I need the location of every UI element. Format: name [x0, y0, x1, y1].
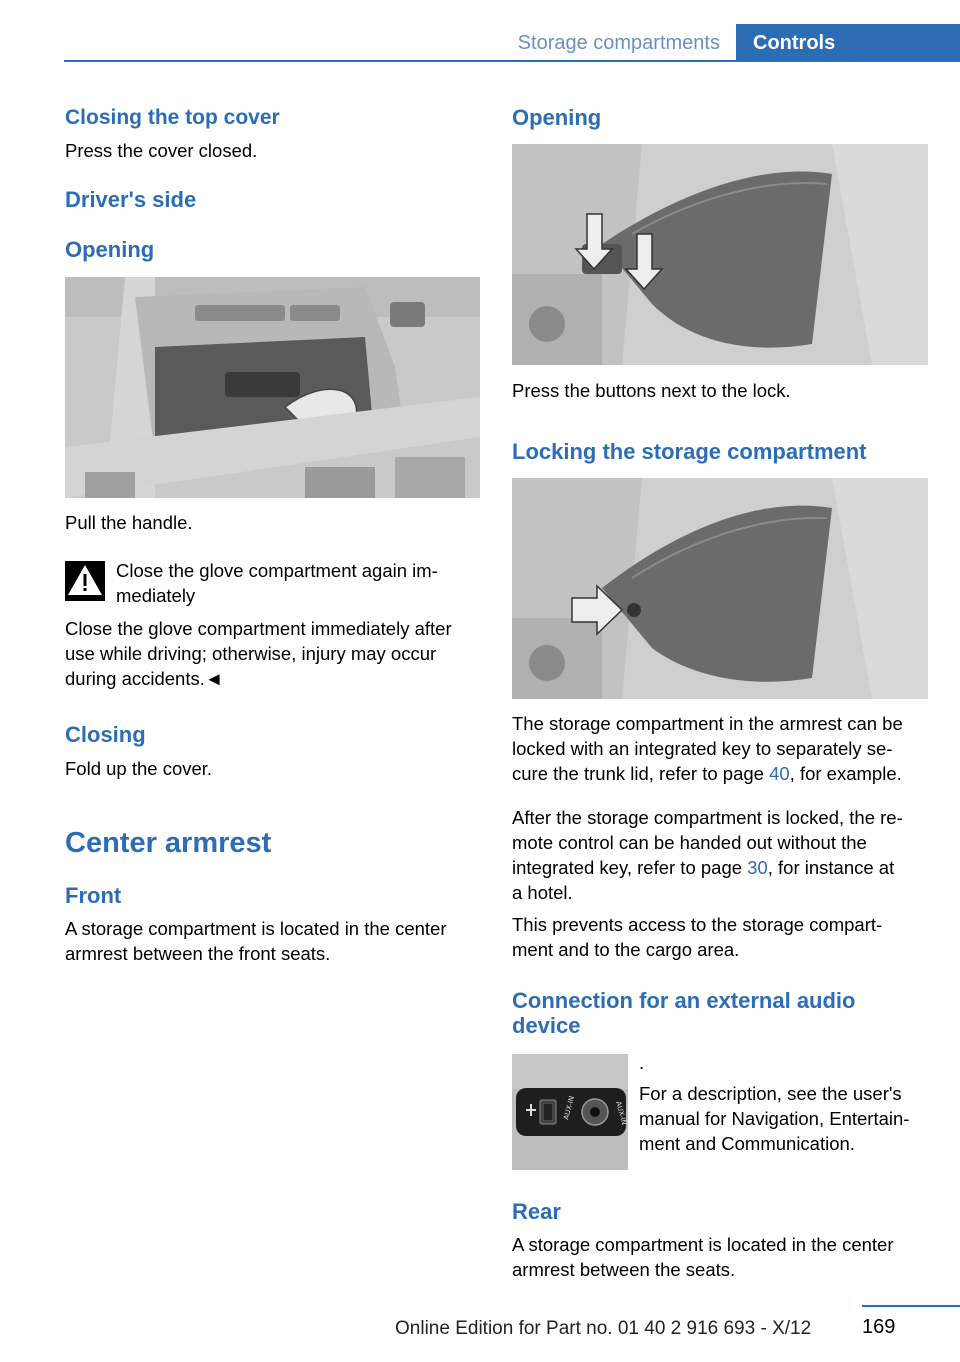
connection-text-line3: ment and Communication.: [639, 1133, 855, 1154]
warning-body-line2: use while driving; otherwise, injury may occur: [65, 643, 437, 664]
connection-text-line1: For a description, see the user's: [639, 1083, 902, 1104]
aux-usb-port-image: [512, 1054, 628, 1170]
drivers-side-heading: Driver's side: [65, 187, 197, 212]
warning-icon: [65, 561, 105, 601]
armrest-opening-image: [512, 144, 928, 365]
page-number: 169: [862, 1316, 896, 1338]
header-rule: [64, 60, 960, 62]
aux-in-label-left: AUX-IN: [562, 1095, 577, 1121]
locked-text-line3: [512, 855, 894, 880]
center-armrest-heading: Center armrest: [65, 827, 272, 859]
locked-text-line3-end: , for instance at: [767, 857, 895, 878]
front-heading: Front: [65, 883, 122, 908]
glove-compartment-image: [65, 277, 480, 498]
locking-text-line2: locked with an integrated key to separately se-: [512, 738, 893, 759]
locking-heading: Locking the storage compartment: [512, 439, 867, 464]
locking-text-line1: The storage compartment in the armrest can be: [512, 713, 903, 734]
locked-text-line2: mote control can be handed out without the: [512, 832, 867, 853]
aux-in-label-right: AUX-IN: [614, 1100, 628, 1126]
armrest-locking-image: [512, 478, 928, 699]
opening-heading-left: Opening: [65, 237, 155, 262]
connection-dot: .: [639, 1052, 645, 1073]
front-text-line1: A storage compartment is located in the center: [65, 918, 447, 939]
header-tab-controls[interactable]: Controls: [736, 24, 960, 62]
warning-body-line3: during accidents.◄: [65, 668, 224, 689]
prevents-text-line1: This prevents access to the storage compart-: [512, 914, 883, 935]
closing-text: Fold up the cover.: [65, 758, 213, 779]
connection-heading-line1: Connection for an external audio: [512, 988, 856, 1013]
rear-text-line2: armrest between the seats.: [512, 1259, 736, 1280]
front-text-line2: armrest between the front seats.: [65, 943, 331, 964]
pull-handle-text: Pull the handle.: [65, 512, 193, 533]
rear-heading: Rear: [512, 1199, 561, 1224]
locking-text-line3-start: cure the trunk lid, refer to page: [512, 763, 770, 784]
locked-text-line1: After the storage compartment is locked, the re-: [512, 807, 903, 828]
locking-text-line3-end: , for example.: [789, 763, 902, 784]
page-30-link[interactable]: 30: [747, 857, 768, 878]
locked-text-line3-start: integrated key, refer to page: [512, 857, 748, 878]
press-buttons-text: Press the buttons next to the lock.: [512, 380, 791, 401]
closing-top-cover-heading: Closing the top cover: [65, 106, 280, 129]
prevents-text-line2: ment and to the cargo area.: [512, 939, 740, 960]
locked-text-line4: a hotel.: [512, 882, 573, 903]
footer-rule: [862, 1305, 960, 1307]
footer-edition: Online Edition for Part no. 01 40 2 916 693 - X/12: [395, 1318, 812, 1339]
warning-title-line1: Close the glove compartment again im-: [116, 560, 438, 581]
warning-title-line2: mediately: [116, 585, 196, 606]
page-40-link[interactable]: 40: [769, 763, 790, 784]
closing-top-cover-text: Press the cover closed.: [65, 140, 258, 161]
connection-heading-line2: device: [512, 1013, 581, 1038]
connection-text-line2: manual for Navigation, Entertain-: [639, 1108, 910, 1129]
locking-text-line3: [512, 761, 902, 786]
opening-heading-right: Opening: [512, 105, 602, 130]
header-section-title: Storage compartments: [517, 32, 720, 54]
rear-text-line1: A storage compartment is located in the center: [512, 1234, 894, 1255]
closing-heading: Closing: [65, 722, 146, 747]
warning-body-line1: Close the glove compartment immediately after: [65, 618, 452, 639]
